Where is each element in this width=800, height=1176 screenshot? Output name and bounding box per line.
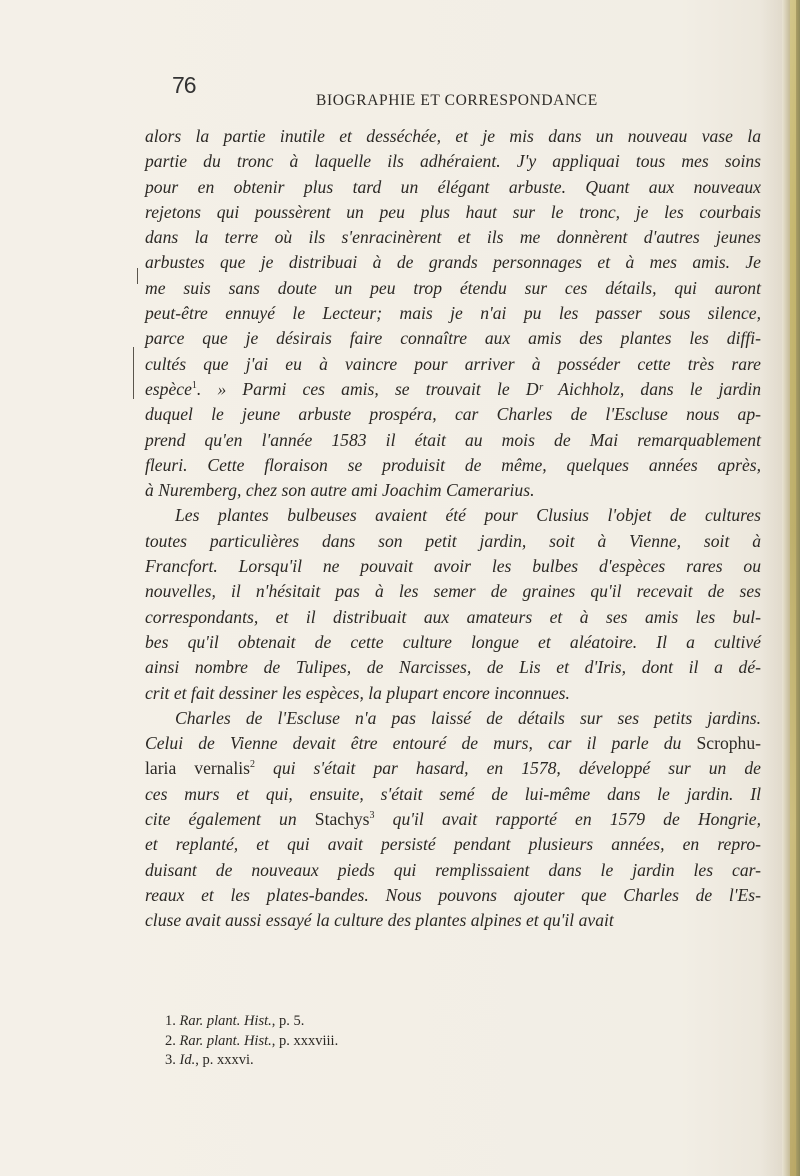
- line-text: cite également un: [145, 809, 315, 830]
- line-text: Charles de l'Escluse n'a pas laissé de détails sur ses petits jardins.: [175, 707, 761, 728]
- text-line: [145, 579, 761, 604]
- footnote-ref: 1: [191, 380, 197, 392]
- footnote-number: 2.: [165, 1032, 176, 1049]
- line-text: espèce: [145, 378, 192, 399]
- text-line: [145, 250, 761, 275]
- species-name: Stachys: [314, 809, 370, 830]
- line-text: prend qu'en l'année 1583 il était au mois de Mai remarquablement: [145, 429, 761, 450]
- page-edge-stripe: [790, 0, 796, 1176]
- text-line: [145, 529, 761, 554]
- margin-mark: [133, 347, 134, 399]
- line-text: dans la terre où ils s'enracinèrent et ils me donnèrent d'autres jeunes: [145, 227, 761, 248]
- footnotes: [165, 1012, 338, 1071]
- line-text: peut-être ennuyé le Lecteur; mais je n'ai pu les passer sous silence,: [145, 303, 761, 324]
- text-line: [145, 352, 761, 377]
- text-line: [145, 655, 761, 680]
- line-text: correspondants, et il distribuait aux amateurs et à ses amis les bul-: [145, 606, 761, 627]
- text-line: [145, 377, 761, 402]
- line-text: bes qu'il obtenait de cette culture longue et aléatoire. Il a cultivé: [145, 631, 761, 652]
- footnote-page: , p. 5.: [271, 1013, 305, 1029]
- line-text: qu'il avait rapporté en 1579 de Hongrie,: [374, 809, 761, 830]
- text-line: [145, 175, 761, 200]
- text-line: [145, 908, 761, 933]
- footnote-page: , p. xxxvi.: [195, 1052, 254, 1068]
- running-head: BIOGRAPHIE ET CORRESPONDANCE: [316, 92, 598, 109]
- line-text: cultés que j'ai eu à vaincre pour arriver à posséder cette très rare: [145, 353, 761, 374]
- footnote-ref: 3: [369, 810, 375, 822]
- footnote-source: Id.: [179, 1052, 196, 1068]
- margin-mark: [137, 268, 138, 284]
- text-line: [145, 503, 761, 528]
- text-line: [145, 782, 761, 807]
- line-text: ces murs et qui, ensuite, s'était semé de lui-même dans le jardin. Il: [145, 783, 761, 804]
- text-line: [145, 883, 761, 908]
- footnote-source: Rar. plant. Hist.: [179, 1032, 272, 1049]
- footnote: [165, 1051, 338, 1071]
- line-text: duisant de nouveaux pieds qui remplissaient dans le jardin les car-: [145, 859, 761, 880]
- footnote: [165, 1012, 338, 1032]
- line-text: ainsi nombre de Tulipes, de Narcisses, de Lis et d'Iris, dont il a dé-: [145, 657, 761, 678]
- text-line: [145, 326, 761, 351]
- footnote-page: , p. xxxviii.: [271, 1032, 339, 1049]
- line-text: parce que je désirais faire connaître aux amis des plantes les diffi-: [145, 328, 761, 349]
- line-text: Francfort. Lorsqu'il ne pouvait avoir les bulbes d'espèces rares ou: [145, 556, 761, 577]
- text-line: [145, 402, 761, 427]
- text-line: [145, 858, 761, 883]
- species-name: Scrophu-: [696, 733, 761, 754]
- line-text: me suis sans doute un peu trop étendu sur ces détails, qui auront: [145, 277, 761, 298]
- text-line: [145, 478, 761, 503]
- text-line: [145, 681, 761, 706]
- text-line: [145, 276, 761, 301]
- body-text: [145, 124, 761, 934]
- line-text: reaux et les plates-bandes. Nous pouvons ajouter que Charles de l'Es-: [145, 884, 761, 905]
- line-text: et replanté, et qui avait persisté pendant plusieurs années, en repro-: [145, 834, 761, 855]
- text-line: [145, 706, 761, 731]
- line-text: crit et fait dessiner les espèces, la plupart encore inconnues.: [145, 682, 570, 703]
- line-text: toutes particulières dans son petit jardin, soit à Vienne, soit à: [145, 530, 761, 551]
- text-line: [145, 731, 761, 756]
- text-line: [145, 554, 761, 579]
- text-line: [145, 428, 761, 453]
- text-line: [145, 605, 761, 630]
- footnote-number: 1.: [165, 1013, 176, 1029]
- line-text: alors la partie inutile et desséchée, et je mis dans un nouveau vase la: [145, 126, 761, 146]
- line-text: fleuri. Cette floraison se produisit de même, quelques années après,: [145, 454, 761, 475]
- text-line: [145, 149, 761, 174]
- line-text: qui s'était par hasard, en 1578, développé sur un de: [254, 758, 761, 779]
- line-text: Les plantes bulbeuses avaient été pour Clusius l'objet de cultures: [175, 505, 761, 526]
- text-line: [145, 124, 761, 149]
- line-text: . » Parmi ces amis, se trouvait le Dʳ Aichholz, dans le jardin: [196, 378, 761, 399]
- footnote: [165, 1032, 338, 1052]
- line-text: cluse avait aussi essayé la culture des plantes alpines et qu'il avait: [145, 910, 614, 931]
- line-text: à Nuremberg, chez son autre ami Joachim Camerarius.: [145, 480, 535, 501]
- line-text: rejetons qui poussèrent un peu plus haut sur le tronc, je les courbais: [145, 201, 761, 222]
- line-text: arbustes que je distribuai à de grands personnages et à mes amis. Je: [145, 252, 761, 273]
- line-text: partie du tronc à laquelle ils adhéraient. J'y appliquai tous mes soins: [145, 151, 761, 172]
- footnote-source: Rar. plant. Hist.: [179, 1013, 272, 1029]
- line-text: duquel le jeune arbuste prospéra, car Charles de l'Escluse nous ap-: [145, 404, 761, 425]
- text-line: [145, 756, 761, 781]
- footnote-ref: 2: [249, 759, 255, 771]
- text-line: [145, 832, 761, 857]
- text-line: [145, 453, 761, 478]
- line-text: pour en obtenir plus tard un élégant arbuste. Quant aux nouveaux: [145, 176, 761, 197]
- footnote-number: 3.: [165, 1052, 176, 1068]
- line-text: Celui de Vienne devait être entouré de murs, car il parle du: [145, 733, 697, 754]
- text-line: [145, 630, 761, 655]
- line-text: nouvelles, il n'hésitait pas à les semer de graines qu'il recevait de ses: [145, 581, 761, 602]
- text-line: [145, 200, 761, 225]
- text-line: [145, 301, 761, 326]
- text-line: [145, 807, 761, 832]
- text-line: [145, 225, 761, 250]
- species-name: laria vernalis: [145, 758, 250, 779]
- page-number: 76: [172, 72, 196, 98]
